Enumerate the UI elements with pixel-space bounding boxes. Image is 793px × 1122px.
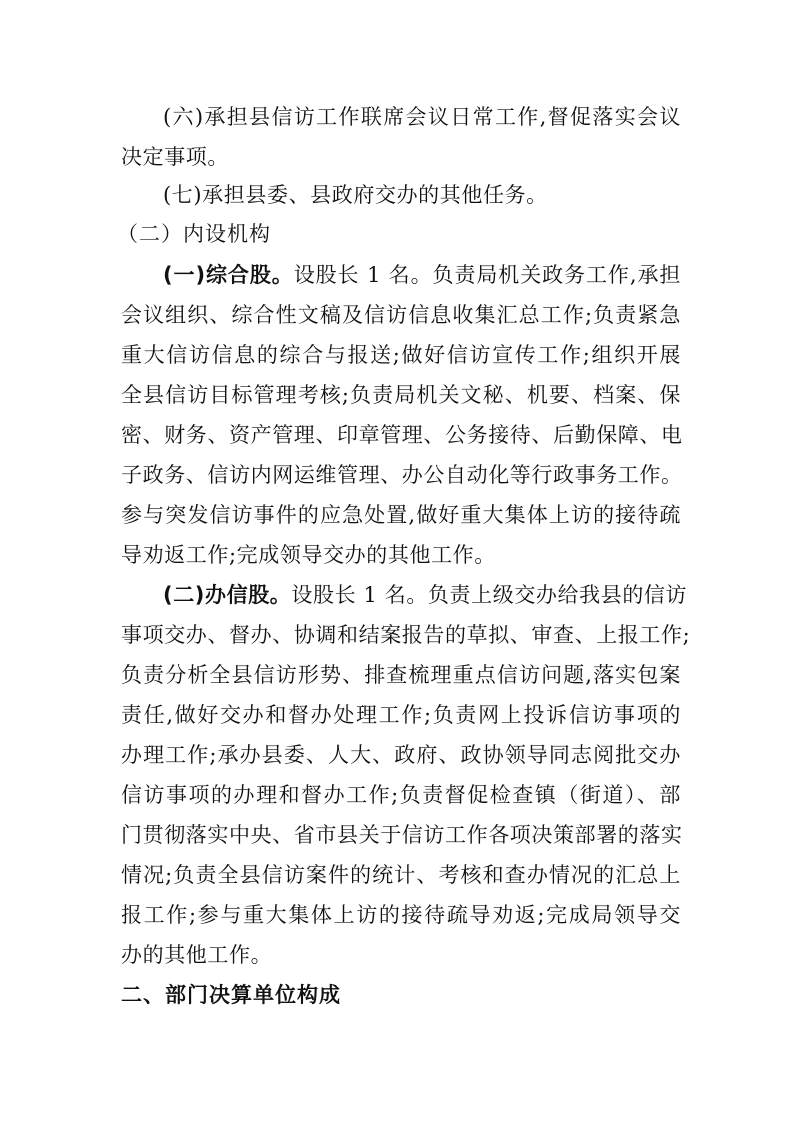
item-7-line: (七)承担县委、县政府交办的其他任务。	[163, 183, 548, 207]
unit-1-line-8: 导劝返工作;完成领导交办的其他工作。	[121, 543, 496, 567]
unit-1-line-6: 子政务、信访内网运维管理、办公自动化等行政事务工作。	[121, 463, 683, 487]
unit-1-line-4: 全县信访目标管理考核;负责局机关文秘、机要、档案、保	[121, 383, 681, 407]
section-heading-internal-structure: （二）内设机构	[117, 222, 271, 246]
unit-1-line-5: 密、财务、资产管理、印章管理、公务接待、后勤保障、电	[121, 423, 683, 447]
item-6-line-1: (六)承担县信访工作联席会议日常工作,督促落实会议	[163, 105, 681, 129]
unit-1-name: (一)综合股。	[163, 263, 294, 287]
unit-2-line-5: 办理工作;承办县委、人大、政府、政协领导同志阅批交办	[121, 743, 681, 767]
unit-2-line-7: 门贯彻落实中央、省市县关于信访工作各项决策部署的落实	[121, 823, 683, 847]
unit-1-line-3: 重大信访信息的综合与报送;做好信访宣传工作;组织开展	[121, 343, 681, 367]
unit-2-line-4: 责任,做好交办和督办处理工作;负责网上投诉信访事项的	[121, 703, 681, 727]
unit-2-line-10: 办的其他工作。	[121, 943, 273, 967]
unit-1-text: 设股长 1 名。负责局机关政务工作,承担	[293, 263, 681, 287]
unit-2-line-1	[163, 577, 688, 613]
unit-2-text: 设股长 1 名。负责上级交办给我县的信访	[291, 583, 688, 607]
unit-2-name: (二)办信股。	[163, 583, 292, 607]
item-6-line-2: 决定事项。	[121, 145, 229, 169]
unit-1-line-2: 会议组织、综合性文稿及信访信息收集汇总工作;负责紧急	[121, 303, 681, 327]
unit-2-line-6: 信访事项的办理和督办工作;负责督促检查镇（街道）、部	[121, 783, 681, 807]
unit-2-line-2: 事项交办、督办、协调和结案报告的草拟、审查、上报工作;	[121, 623, 691, 647]
unit-1-line-7: 参与突发信访事件的应急处置,做好重大集体上访的接待疏	[121, 503, 681, 527]
unit-2-line-8: 情况;负责全县信访案件的统计、考核和查办情况的汇总上	[121, 863, 681, 887]
unit-1-line-1	[163, 257, 681, 293]
unit-2-line-9: 报工作;参与重大集体上访的接待疏导劝返;完成局领导交	[121, 903, 681, 927]
unit-2-line-3: 负责分析全县信访形势、排查梳理重点信访问题,落实包案	[121, 663, 681, 687]
section-heading-department-units: 二、部门决算单位构成	[121, 983, 341, 1007]
